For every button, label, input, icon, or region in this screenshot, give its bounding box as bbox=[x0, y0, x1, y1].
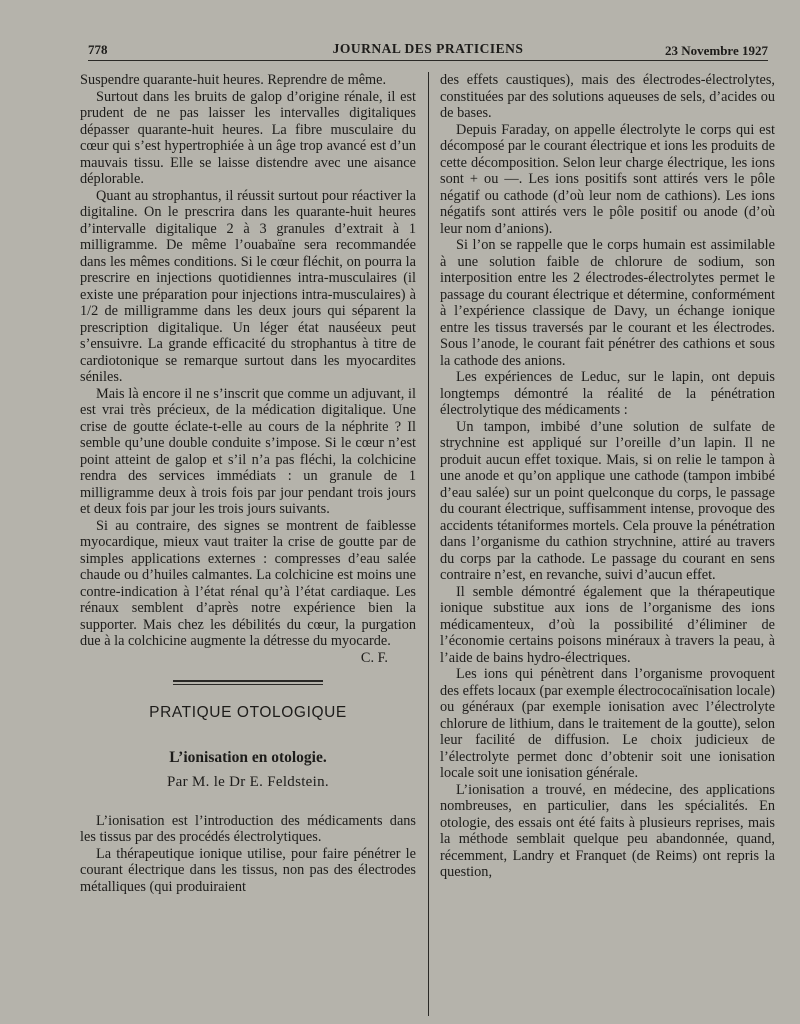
paragraph: La thérapeutique ionique utilise, pour faire pénétrer le courant électrique dans les tissus, non pas des électrodes métalliques (qui produiraient bbox=[80, 845, 416, 895]
section-rule bbox=[173, 680, 323, 685]
issue-date: 23 Novembre 1927 bbox=[664, 43, 768, 58]
right-column bbox=[440, 72, 775, 881]
paragraph: Un tampon, imbibé d’une solution de sulfate de strychnine est appliqué sur l’oreille d’un lapin. Il ne produit aucun effet toxique. Mais, si on relie le tampon à une anode et qu’on applique une cathode (tampon imbibé d’eau salée) sur un point quelconque du corps, le passage du courant électrique, suffisamment intense, provoque des accidents tétaniformes mortels. Cela prouve la pénétration dans l’organisme du cathion strychnine, attiré au travers du corps par la cathode. Le passage du courant en sens contraire n’est, en revanche, suivi d’aucun effet. bbox=[440, 418, 775, 583]
running-header bbox=[88, 38, 768, 61]
article-author: Par M. le Dr E. Feldstein. bbox=[167, 774, 329, 790]
paragraph: L’ionisation est l’introduction des médicaments dans les tissus par des procédés électrolytiques. bbox=[80, 812, 416, 845]
column-divider bbox=[428, 72, 429, 1016]
article-title: L’ionisation en otologie. bbox=[169, 748, 327, 766]
paragraph: L’ionisation a trouvé, en médecine, des applications nombreuses, en particulier, dans les spécialités. En otologie, des essais ont été faits à plusieurs reprises, mais la méthode semblait quelque peu abandonnée, quand, récemment, Landry et Franquet (de Reims) ont repris la question, bbox=[440, 781, 775, 880]
paragraph: Suspendre quarante-huit heures. Reprendre de même. bbox=[80, 72, 387, 88]
paragraph: Quant au strophantus, il réussit surtout pour réactiver la digitaline. On le prescrira dans les quarante-huit heures d’intervalle digitalique 2 à 3 granules d’extrait à 1 milligramme. De même l’ouabaïne sera recommandée dans les mêmes conditions. Si le cœur fléchit, on pourra la prescrire en injections quotidiennes intra-musculaires (il existe une préparation pour injections intra-musculaires) à 1/2 de milligramme dans les deux jours qui séparent la prescription digitalique. Un léger état nauséeux peut s’ensuivre. La grande efficacité du strophantus à titre de cardiotonique se remarque surtout dans les myocardites séniles. bbox=[80, 187, 416, 385]
paragraph: Depuis Faraday, on appelle électrolyte le corps qui est décomposé par le courant électrique et ions les produits de cette décomposition. Selon leur charge électrique, les ions sont + ou —. Les ions positifs sont attirés vers le pôle négatif ou cathode (d’où leur nom de cathions). Les ions négatifs sont attirés vers le pôle positif ou anode (d’où leur nom d’anions). bbox=[440, 121, 775, 237]
paragraph: Mais là encore il ne s’inscrit que comme un adjuvant, il est vrai très précieux, de la médication digitalique. Une crise de goutte éclate-t-elle au cours de la néphrite ? Il semble qu’une double conduite s’impose. Si le cœur n’est point atteint de galop et s’il n’a pas fléchi, la colchicine rendra des services immédiats : un granule de 1 milligramme deux à trois fois par jour pendant trois jours et deux fois par jour les trois jours suivants. bbox=[80, 385, 416, 517]
journal-title: JOURNAL DES PRATICIENS bbox=[332, 41, 524, 56]
page-number: 778 bbox=[88, 42, 108, 57]
paragraph: Si l’on se rappelle que le corps humain est assimilable à une solution faible de chlorure de sodium, son interposition entre les 2 électrodes-électrolytes permet le passage du courant électrique et détermine, conformément à l’expérience classique de Davy, un échange ionique entre les tissus traversés par le courant et les électrodes. Sous l’anode, le courant fait pénétrer des cathions et sous la cathode des anions. bbox=[440, 237, 775, 369]
paragraph: Il semble démontré également que la thérapeutique ionique substitue aux ions de l’organisme des ions médicamenteux, d’où la possibilité d’éliminer de l’économie certains poisons minéraux à travers la peau, à l’aide de bains hydro-électriques. bbox=[440, 583, 775, 666]
section-title: PRATIQUE OTOLOGIQUE bbox=[149, 704, 347, 721]
paragraph: Si au contraire, des signes se montrent de faiblesse myocardique, mieux vaut traiter la crise de goutte par de simples applications externes : compresses d’eau salée chaude ou d’huiles calmantes. La colchicine est moins une contre-indication à l’état rénal qu’à l’état cardiaque. Les rénaux semblent d’après notre expérience bien la supporter. Mais chez les débilités du cœur, la purgation due à la colchicine augmente la détresse du myocarde. bbox=[80, 517, 416, 649]
paragraph: Les ions qui pénètrent dans l’organisme provoquent des effets locaux (par exemple électrococaïnisation locale) ou généraux (par exemple ionisation avec l’électrolyte chlorure de lithium, dans le traitement de la goutte), selon leur facilité de diffusion. Le choix judicieux de l’électrolyte permet donc d’obtenir soit une ionisation locale soit une ionisation générale. bbox=[440, 666, 775, 781]
left-column bbox=[80, 72, 416, 895]
signature-line bbox=[80, 650, 416, 667]
signature: C. F. bbox=[360, 649, 388, 666]
paragraph: Surtout dans les bruits de galop d’origine rénale, il est prudent de ne pas laisser les intervalles digitaliques dépasser quarante-huit heures. La fibre musculaire du cœur qui s’est hypertrophiée à un âge trop avancé est d’un mauvais tissu. Elle se laisse distendre avec une aisance déplorable. bbox=[80, 88, 416, 187]
paragraph: des effets caustiques), mais des électrodes-électrolytes, constituées par des solutions aqueuses de sels, d’acides ou de bases. bbox=[440, 72, 775, 121]
section-block bbox=[80, 680, 416, 791]
paragraph: Les expériences de Leduc, sur le lapin, ont depuis longtemps démontré la réalité de la pénétration électrolytique des médicaments : bbox=[440, 369, 775, 418]
